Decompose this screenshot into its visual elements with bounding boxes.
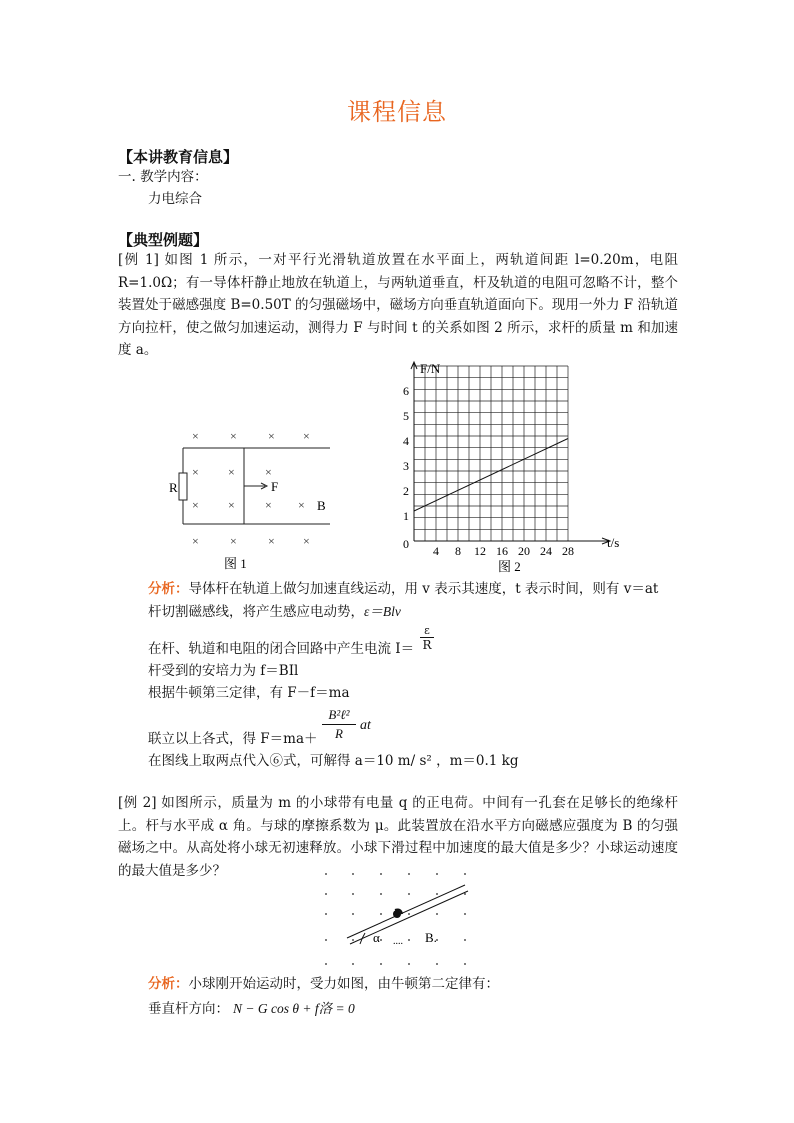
chart-grid bbox=[414, 366, 568, 541]
field-dot bbox=[464, 913, 466, 915]
analysis2-line2-text: 垂直杆方向： bbox=[148, 1001, 229, 1017]
field-dot bbox=[352, 913, 354, 915]
example1-text: [例 1] 如图 1 所示，一对平行光滑轨道放置在水平面上，两轨道间距 l=0.20m，电阻 R=1.0Ω；有一导体杆静止地放在轨道上，与两轨道垂直，杆及轨道的电阻可忽略不计，整个装置处于磁感强度 B=0.50T 的匀强磁场中，磁场方向垂直轨道面向下。现用一外力 F 沿轨道方向拉杆，使之做匀加速运动，测得力 F 与时间 t 的关系如图 2 所示，求杆的质量 m 和加速度 a。 bbox=[118, 252, 678, 358]
x-tick-label: 8 bbox=[455, 544, 461, 558]
analysis2-line1-text: 小球刚开始运动时，受力如图，由牛顿第二定律有： bbox=[188, 976, 499, 992]
field-dot bbox=[464, 963, 466, 965]
fraction-tail: at bbox=[360, 718, 371, 733]
figure3 bbox=[315, 868, 480, 968]
item-teaching-content-value: 力电综合 bbox=[148, 191, 202, 207]
cross-mark: × bbox=[192, 498, 199, 512]
cross-mark: × bbox=[268, 429, 275, 443]
label-B: B bbox=[317, 498, 326, 513]
figure1-caption: 图 1 bbox=[224, 556, 247, 571]
figure2-chart bbox=[395, 356, 635, 576]
analysis1-line2-text: 杆切割磁感线，将产生感应电动势， bbox=[148, 604, 364, 620]
item-teaching-content: 一. 教学内容： bbox=[118, 169, 208, 185]
x-tick-label: 24 bbox=[540, 544, 552, 558]
y-tick-label: 2 bbox=[403, 484, 409, 498]
label-R: R bbox=[169, 480, 178, 495]
analysis1-line2 bbox=[148, 601, 401, 623]
field-dot bbox=[408, 939, 410, 941]
x-tick-label: 20 bbox=[518, 544, 530, 558]
analysis1-line6: 联立以上各式，得 F＝ma＋ bbox=[148, 731, 318, 747]
insulating-rod bbox=[347, 885, 468, 944]
y-tick-label: 1 bbox=[403, 509, 409, 523]
example2-text: [例 2] 如图所示，质量为 m 的小球带有电量 q 的正电荷。中间有一孔套在足够长的绝缘杆上。杆与水平成 α 角。与球的摩擦系数为 μ。此装置放在沿水平方向磁感应强度为 B 的匀强磁场之中。从高处将小球无初速释放。小球下滑过程中加速度的最大值是多少？小球运动速度的最大值是多少？ bbox=[118, 795, 678, 879]
field-dot bbox=[380, 893, 382, 895]
field-dot bbox=[408, 873, 410, 875]
field-dot bbox=[464, 873, 466, 875]
field-dot bbox=[436, 913, 438, 915]
cross-mark: × bbox=[303, 534, 310, 548]
cross-mark: × bbox=[230, 534, 237, 548]
fraction-numerator: B²ℓ² bbox=[328, 707, 350, 722]
origin-label: 0 bbox=[403, 537, 409, 551]
analysis-label: 分析： bbox=[148, 581, 189, 597]
analysis1-line4: 杆受到的安培力为 f＝BIl bbox=[148, 663, 299, 679]
cross-mark: × bbox=[303, 429, 310, 443]
angle-arc bbox=[360, 933, 365, 944]
page-title: 课程信息 bbox=[347, 98, 447, 126]
field-dot bbox=[325, 913, 327, 915]
analysis1-line1 bbox=[148, 578, 708, 600]
section-heading-info: 【本讲教育信息】 bbox=[118, 148, 239, 166]
x-axis-label: t/s bbox=[607, 535, 620, 550]
analysis1-line3: 在杆、轨道和电阻的闭合回路中产生电流 I＝ bbox=[148, 641, 415, 657]
label-B: B. bbox=[425, 930, 437, 945]
figure1 bbox=[160, 420, 345, 580]
y-tick-label: 4 bbox=[403, 434, 409, 448]
x-tick-label: 12 bbox=[474, 544, 486, 558]
cross-marks bbox=[192, 429, 310, 548]
analysis1-line7: 在图线上取两点代入⑥式，可解得 a＝10 m/ s² ，m＝0.1 kg bbox=[148, 753, 519, 769]
field-dot bbox=[464, 893, 466, 895]
y-tick-label: 6 bbox=[403, 384, 409, 398]
y-axis-label: F/N bbox=[420, 361, 441, 376]
cross-mark: × bbox=[228, 498, 235, 512]
rail-circuit bbox=[179, 448, 330, 524]
field-dot bbox=[325, 873, 327, 875]
force-fraction bbox=[322, 706, 356, 743]
field-dot bbox=[380, 939, 382, 941]
field-dot bbox=[352, 873, 354, 875]
analysis2-line2 bbox=[148, 998, 355, 1020]
field-dot bbox=[352, 939, 354, 941]
field-dot bbox=[408, 893, 410, 895]
x-tick-label: 4 bbox=[433, 544, 439, 558]
field-dot bbox=[325, 963, 327, 965]
x-tick-label: 28 bbox=[562, 544, 574, 558]
field-dot bbox=[408, 913, 410, 915]
fraction-numerator: ε bbox=[424, 624, 430, 637]
cross-mark: × bbox=[265, 465, 272, 479]
field-dot bbox=[380, 873, 382, 875]
cross-mark: × bbox=[265, 498, 272, 512]
analysis1-line1-text: 导体杆在轨道上做匀加速直线运动，用 v 表示其速度，t 表示时间，则有 v＝at bbox=[188, 581, 659, 597]
label-alpha: α bbox=[373, 930, 380, 945]
y-tick-label: 5 bbox=[403, 409, 409, 423]
field-dots bbox=[325, 873, 466, 965]
field-dot bbox=[436, 963, 438, 965]
field-dot bbox=[380, 913, 382, 915]
field-dot bbox=[408, 963, 410, 965]
analysis1-line5: 根据牛顿第三定律，有 F－f＝ma bbox=[148, 685, 350, 701]
normal-force-equation: N − G cos θ + f洛 = 0 bbox=[233, 1001, 355, 1016]
emf-equation: ε＝Blv bbox=[364, 604, 401, 619]
section-heading-examples: 【典型例题】 bbox=[118, 231, 209, 249]
field-dot bbox=[464, 939, 466, 941]
ellipsis-dots: .... bbox=[393, 936, 403, 947]
label-F: F bbox=[271, 479, 279, 494]
field-dot bbox=[436, 873, 438, 875]
figure2-caption: 图 2 bbox=[498, 559, 521, 574]
field-dot bbox=[352, 963, 354, 965]
y-tick-label: 3 bbox=[403, 459, 409, 473]
field-dot bbox=[325, 893, 327, 895]
analysis-label: 分析： bbox=[148, 976, 189, 992]
cross-mark: × bbox=[192, 429, 199, 443]
charged-ball bbox=[393, 910, 402, 919]
current-fraction bbox=[420, 624, 434, 652]
cross-mark: × bbox=[228, 465, 235, 479]
field-dot bbox=[352, 893, 354, 895]
fraction-denominator: R bbox=[322, 724, 356, 743]
analysis2-line1 bbox=[148, 973, 499, 995]
field-dot bbox=[436, 893, 438, 895]
cross-mark: × bbox=[192, 465, 199, 479]
cross-mark: × bbox=[230, 429, 237, 443]
field-dot bbox=[325, 939, 327, 941]
cross-mark: × bbox=[192, 534, 199, 548]
x-tick-label: 16 bbox=[496, 544, 508, 558]
field-dot bbox=[380, 963, 382, 965]
cross-mark: × bbox=[298, 498, 305, 512]
fraction-denominator: R bbox=[420, 637, 434, 652]
cross-mark: × bbox=[268, 534, 275, 548]
